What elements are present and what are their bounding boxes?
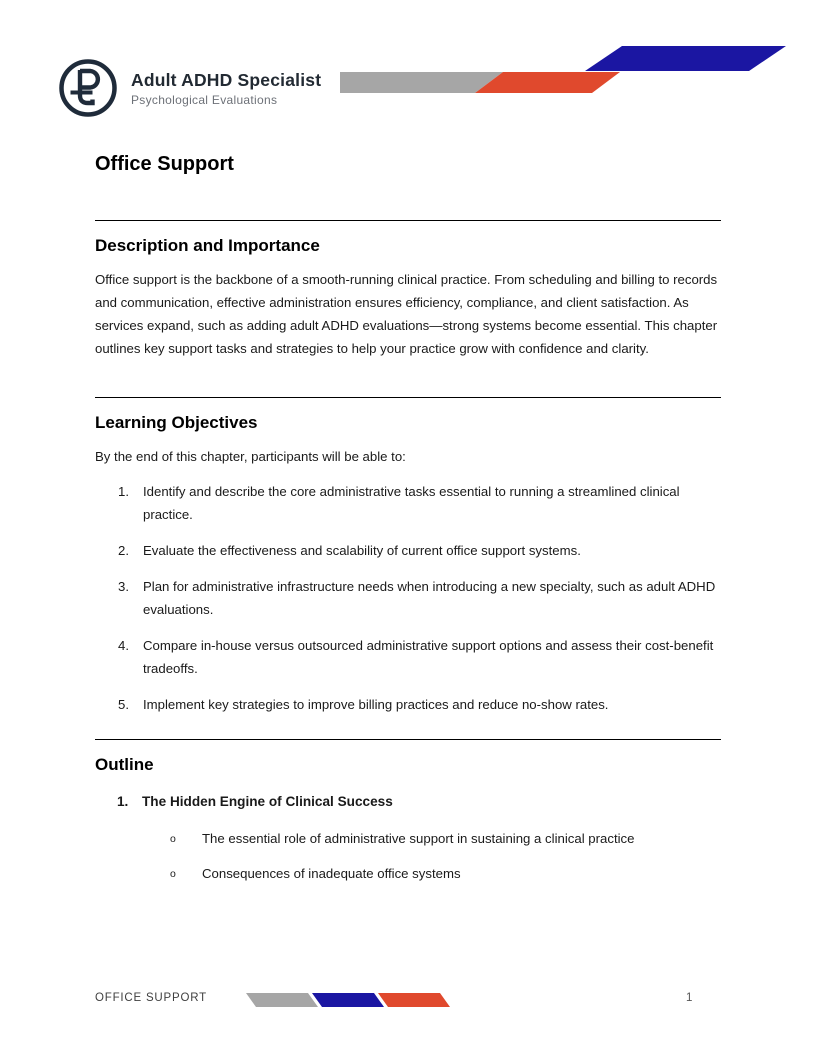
brand-subtitle: Psychological Evaluations — [131, 92, 278, 107]
brand-logo-icon — [56, 56, 120, 120]
page-title: Office Support — [95, 153, 234, 175]
section-divider — [95, 739, 721, 740]
list-number: 3. — [118, 579, 129, 594]
list-item-text: Implement key strategies to improve billing practices and reduce no-show rates. — [143, 697, 609, 712]
objectives-heading: Learning Objectives — [95, 413, 258, 432]
page-number: 1 — [686, 992, 693, 1004]
list-item-text: Evaluate the effectiveness and scalability of current office support systems. — [143, 543, 581, 558]
outline-heading: Outline — [95, 755, 154, 774]
outline-item-title: The Hidden Engine of Clinical Success — [142, 794, 393, 809]
list-number: 1. — [118, 484, 129, 499]
sub-item-text: The essential role of administrative support in sustaining a clinical practice — [202, 831, 635, 846]
list-item-text: Plan for administrative infrastructure needs when introducing a new specialty, such as adult ADHD evaluations. — [143, 579, 716, 617]
section-divider — [95, 397, 721, 398]
brand-text — [131, 70, 321, 107]
list-item — [95, 575, 721, 621]
brand-title: Adult ADHD Specialist — [131, 69, 322, 90]
description-heading: Description and Importance — [95, 236, 320, 255]
list-item — [95, 634, 721, 680]
footer-label: OFFICE SUPPORT — [95, 992, 207, 1004]
objectives-list — [95, 480, 721, 716]
description-paragraph: Office support is the backbone of a smooth-running clinical practice. From scheduling and billing to records and communication, effective administration ensures efficiency, compliance, and client satisfaction. As services expand, such as adding adult ADHD evaluations—strong systems become essential. This chapter outlines key support tasks and strategies to help your practice grow with confidence and clarity. — [95, 272, 718, 356]
footer-ribbon-graphic — [240, 991, 455, 1009]
outline-item — [95, 790, 721, 813]
objectives-intro: By the end of this chapter, participants will be able to: — [95, 449, 406, 464]
ribbon-gray-bar — [246, 993, 318, 1007]
ribbon-gray-bar — [340, 72, 503, 93]
list-item — [95, 539, 721, 562]
sub-item-text: Consequences of inadequate office systems — [202, 866, 461, 881]
list-item — [95, 480, 721, 526]
sub-list-item — [95, 827, 721, 851]
brand-header — [56, 56, 321, 120]
ribbon-blue-bar — [312, 993, 384, 1007]
list-number: 1. — [117, 794, 129, 809]
ribbon-blue-bar — [585, 46, 786, 71]
section-divider — [95, 220, 721, 221]
list-number: 5. — [118, 697, 129, 712]
list-item-text: Identify and describe the core administrative tasks essential to running a streamlined clinical practice. — [143, 484, 680, 522]
list-number: 4. — [118, 638, 129, 653]
document-content — [95, 151, 721, 897]
sub-list-item — [95, 862, 721, 886]
ribbon-orange-bar — [378, 993, 450, 1007]
list-number: 2. — [118, 543, 129, 558]
list-item-text: Compare in-house versus outsourced administrative support options and assess their cost-benefit tradeoffs. — [143, 638, 714, 676]
outline-sublist — [95, 827, 721, 886]
list-item — [95, 693, 721, 716]
bullet-marker: o — [170, 868, 176, 880]
bullet-marker: o — [170, 833, 176, 845]
